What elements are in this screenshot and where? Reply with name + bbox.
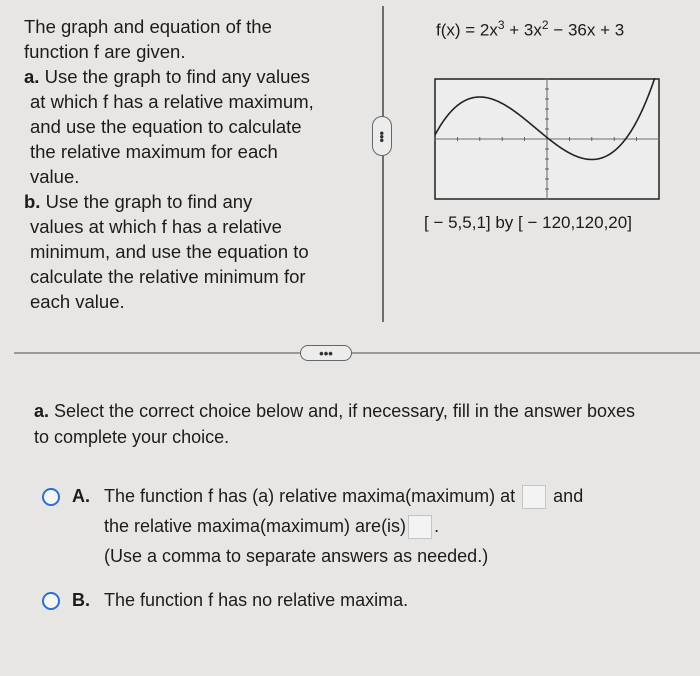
function-equation	[436, 18, 624, 41]
part-a-instruction	[34, 398, 654, 450]
choice-a-text: The function f has (a) relative maxima(maximum) at	[104, 486, 516, 506]
graph-svg	[434, 78, 660, 200]
choice-b-radio[interactable]	[42, 592, 60, 610]
function-graph	[434, 78, 660, 205]
equation-lhs: f(x) = 2x	[436, 20, 498, 40]
choice-a-line2	[104, 512, 439, 540]
part-a-prompt	[24, 64, 354, 89]
part-b-line: minimum, and use the equation to	[30, 241, 309, 262]
question-line: The graph and equation of the	[24, 16, 272, 37]
choice-a-text: and	[553, 486, 584, 506]
choice-a-line1	[104, 482, 583, 510]
equation-middle: + 3x	[504, 20, 542, 40]
part-a-line: the relative maximum for each	[30, 141, 278, 162]
choice-a-hint: (Use a comma to separate answers as needed.)	[104, 546, 489, 566]
instruction-text: Select the correct choice below and, if necessary, fill in the answer boxes to complete your choice.	[34, 401, 635, 447]
choice-a-text: .	[434, 516, 440, 536]
answer-box-max-values[interactable]	[408, 515, 432, 539]
equation-exponent: 3	[497, 18, 505, 32]
expand-handle[interactable]: •••	[300, 345, 352, 361]
choice-b-letter: B.	[72, 590, 90, 610]
instruction-label: a.	[34, 401, 50, 421]
choice-b-text: The function f has no relative maxima.	[104, 590, 409, 610]
horizontal-divider	[14, 352, 700, 354]
part-b-line: calculate the relative minimum for	[30, 266, 306, 287]
part-a-line: and use the equation to calculate	[30, 116, 302, 137]
part-a-line: at which f has a relative maximum,	[30, 91, 314, 112]
part-b-line: values at which f has a relative	[30, 216, 282, 237]
question-line: function f are given.	[24, 41, 186, 62]
vertical-resize-handle[interactable]	[372, 116, 392, 156]
part-b-label: b.	[24, 191, 41, 212]
part-b-prompt	[24, 189, 354, 214]
vertical-divider	[382, 6, 384, 322]
choice-a-radio[interactable]	[42, 488, 60, 506]
equation-rhs: − 36x + 3	[548, 20, 625, 40]
question-text	[24, 14, 354, 314]
answer-box-x-values[interactable]	[522, 485, 546, 509]
choice-a-text: the relative maxima(maximum) are(is)	[104, 516, 407, 536]
choice-a-letter: A.	[72, 486, 90, 506]
part-b-line: Use the graph to find any	[45, 191, 253, 212]
part-a-line: value.	[30, 166, 80, 187]
equation-exponent: 2	[541, 18, 549, 32]
part-a-label: a.	[24, 66, 40, 87]
handle-dots-icon: •••	[374, 130, 390, 142]
part-a-line: Use the graph to find any values	[44, 66, 310, 87]
part-b-line: each value.	[30, 291, 125, 312]
viewing-window-label: [ − 5,5,1] by [ − 120,120,20]	[424, 213, 632, 232]
